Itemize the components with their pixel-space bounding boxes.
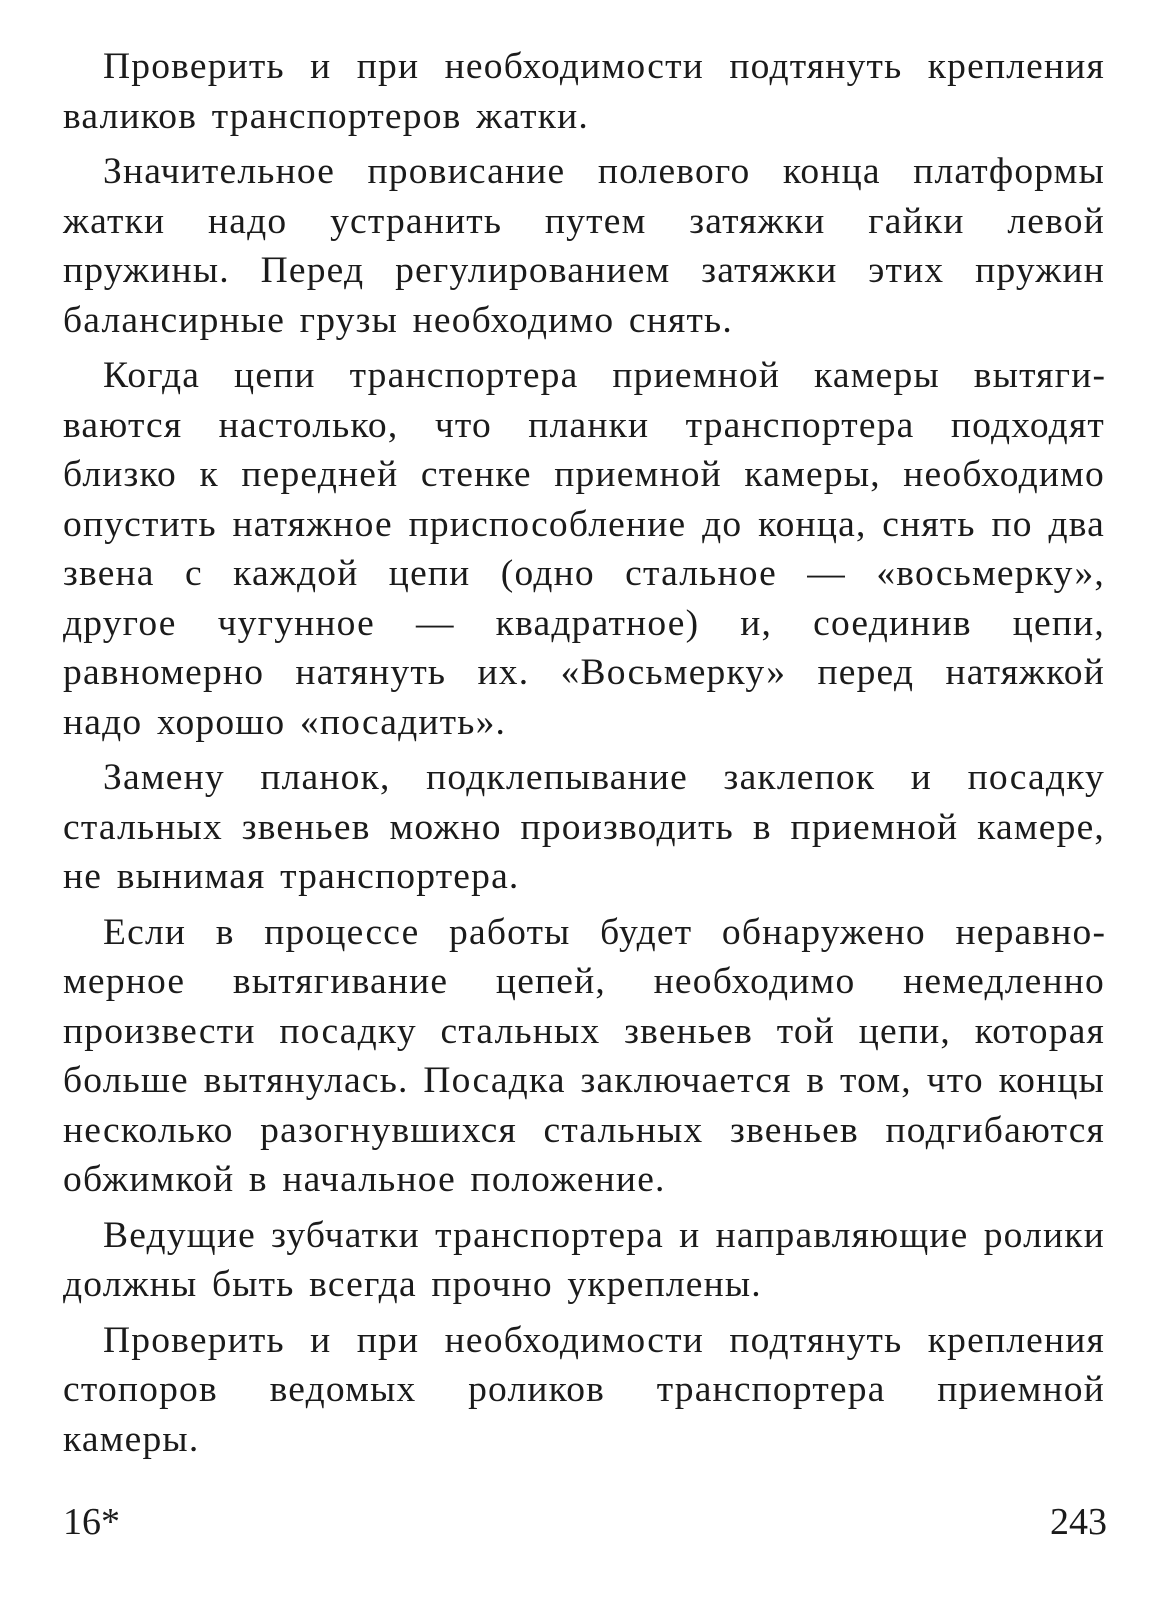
paragraph-6: Ведущие зубчатки транспортера и направляющие ролики должны быть всегда прочно укреплены.: [63, 1214, 1105, 1305]
paragraph-4: Замену планок, подклепывание заклепок и посадку стальных звеньев можно производить в приемной камере, не вынимая транспортера.: [63, 757, 1105, 897]
paragraph-7: Проверить и при необходимости подтянуть крепления стопоров ведомых роликов транспортера приемной камеры.: [63, 1319, 1105, 1460]
paragraph-5: Если в процессе работы будет обнаружено неравномерное вытягивание цепей, необходимо немедленно произвести посадку стальных звеньев той цепи, которая больше вытянулась. Посадка заключается в том, что концы несколько разогнувшихся стальных звеньев подгибаются обжимкой в начальное положение.: [63, 911, 1105, 1200]
page-footer: [63, 1492, 1107, 1552]
paragraph-2: Значительное провисание полевого конца платформы жатки надо устранить путем затяжки гайки левой пружины. Перед регулированием затяжки этих пружин балансирные грузы необходимо снять.: [63, 151, 1105, 341]
page-number: 243: [1050, 1501, 1107, 1543]
page-text-block: [63, 42, 1105, 1552]
printer-signature-mark: 16*: [63, 1501, 120, 1543]
paragraph-1: Проверить и при необходимости подтянуть крепления валиков транспортеров жатки.: [63, 46, 1105, 137]
paragraph-3: Когда цепи транспортера приемной камеры вытягиваются настолько, что планки транспортера подходят близко к передней стенке приемной камеры, необходимо опустить натяжное приспособление до конца, снять по два звена с каждой цепи (одно стальное — «восьмерку», другое чугунное — квадратное) и, соединив цепи, равномерно натянуть их. «Восьмерку» перед натяжкой надо хорошо «посадить».: [63, 355, 1105, 743]
